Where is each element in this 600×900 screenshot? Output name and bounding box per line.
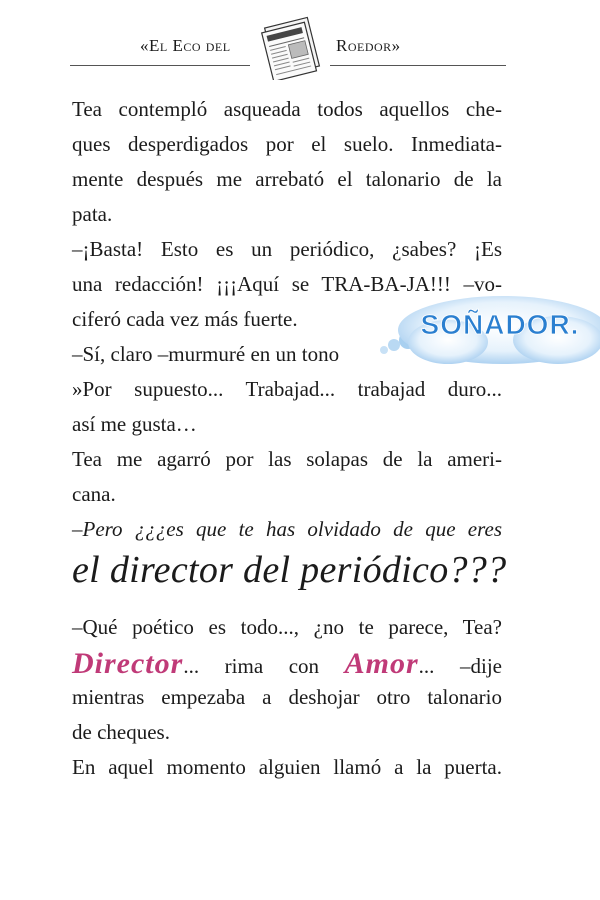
text-line: una redacción! ¡¡¡Aquí se TRA-BA-JA!!! –vo- (72, 272, 502, 296)
dreamy-cloud-word (378, 290, 600, 380)
page-header (0, 0, 600, 90)
text-line: En aquel momento alguien llamó a la puerta. (72, 755, 502, 779)
cloud-puff (380, 346, 388, 354)
sonador-text: SOÑADOR. (420, 309, 580, 340)
newspaper-icon (256, 14, 328, 80)
header-rule-left (70, 65, 250, 66)
text-line: mente después me arrebató el talonario de la (72, 167, 502, 191)
cloud-puff (388, 339, 400, 351)
text-line-italic: –Pero ¿¿¿es que te has olvidado de que eres (72, 517, 502, 541)
text-line: así me gusta… (72, 412, 197, 436)
text-line: pata. (72, 202, 113, 226)
large-italic-phrase: el director del periódico??? (72, 549, 507, 591)
text-line: cana. (72, 482, 116, 506)
rhyme-word-amor: Amor (344, 647, 419, 680)
text-line: Tea contempló asqueada todos aquellos che- (72, 97, 502, 121)
text-line: »Por supuesto... Trabajad... trabajad duro... (72, 377, 502, 401)
text-line: –Sí, claro –murmuré en un tono (72, 342, 340, 366)
text-line: ques desperdigados por el suelo. Inmediata- (72, 132, 502, 156)
text-line: mientras empezaba a deshojar otro talonario (72, 685, 502, 709)
rhyme-end: ... –dije (418, 654, 502, 678)
header-left-title: «El Eco del (140, 36, 231, 55)
rhyme-connector: ... rima con (183, 654, 320, 678)
header-right-title: Roedor» (336, 36, 401, 55)
text-line: ciferó cada vez más fuerte. (72, 307, 298, 331)
text-line: de cheques. (72, 720, 170, 744)
text-line: –Qué poético es todo..., ¿no te parece, Tea? (72, 615, 502, 639)
text-line: –¡Basta! Esto es un periódico, ¿sabes? ¡Es (72, 237, 502, 261)
rhyme-word-director: Director (72, 647, 184, 680)
text-line: Tea me agarró por las solapas de la ameri- (72, 447, 502, 471)
rhyme-line (72, 645, 502, 685)
header-rule-right (330, 65, 506, 66)
